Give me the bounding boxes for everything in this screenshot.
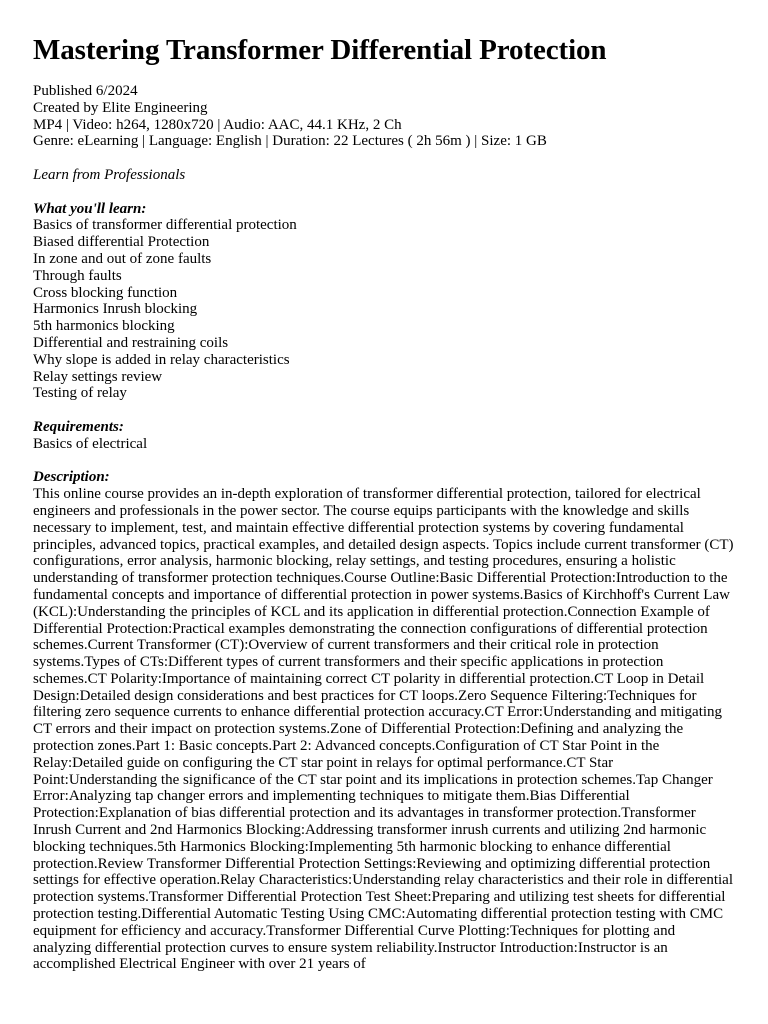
- description-text: This online course provides an in-depth exploration of transformer differential protection, tailored for electrical engineers and professionals in the power sector. The course equips participants with the knowledge and skills necessary to implement, test, and maintain effective differential protection systems by covering fundamental principles, advanced topics, practical examples, and detailed design aspects. Topics include current transformer (CT) configurations, error analysis, harmonic blocking, relay settings, and testing procedures, ensuring a holistic understanding of transformer protection techniques.Course Outline:Basic Differential Protection:Introduction to the fundamental concepts and importance of differential protection in power systems.Basics of Kirchhoff's Current Law (KCL):Understanding the principles of KCL and its application in differential protection.Connection Example of Differential Protection:Practical examples demonstrating the connection configurations of differential protection schemes.Current Transformer (CT):Overview of current transformers and their critical role in protection systems.Types of CTs:Different types of current transformers and their specific applications in protection schemes.CT Polarity:Importance of maintaining correct CT polarity in differential protection.CT Loop in Detail Design:Detailed design considerations and best practices for CT loops.Zero Sequence Filtering:Techniques for filtering zero sequence currents to enhance differential protection accuracy.CT Error:Understanding and mitigating CT errors and their impact on protection systems.Zone of Differential Protection:Defining and analyzing the protection zones.Part 1: Basic concepts.Part 2: Advanced concepts.Configuration of CT Star Point in the Relay:Detailed guide on configuring the CT star point in relays for optimal performance.CT Star Point:Understanding the significance of the CT star point and its implications in protection schemes.Tap Changer Error:Analyzing tap changer errors and implementing techniques to mitigate them.Bias Differential Protection:Explanation of bias differential protection and its advantages in transformer protection.Transformer Inrush Current and 2nd Harmonics Blocking:Addressing transformer inrush currents and utilizing 2nd harmonic blocking techniques.5th Harmonics Blocking:Implementing 5th harmonic blocking to enhance differential protection.Review Transformer Differential Protection Settings:Reviewing and optimizing differential protection settings for effective operation.Relay Characteristics:Understanding relay characteristics and their role in differential protection systems.Transformer Differential Protection Test Sheet:Preparing and utilizing test sheets for differential protection testing.Differential Automatic Testing Using CMC:Automating differential protection testing with CMC equipment for efficiency and accuracy.Transformer Differential Curve Plotting:Techniques for plotting and analyzing differential protection curves to ensure system reliability.Instructor Introduction:Instructor is an accomplished Electrical Engineer with over 21 years of: [33, 486, 734, 973]
- list-item: Differential and restraining coils: [33, 334, 229, 351]
- list-item: Cross blocking function: [33, 284, 178, 301]
- genre-info: Genre: eLearning | Language: English | Duration: 22 Lectures ( 2h 56m ) | Size: 1 GB: [33, 133, 547, 150]
- list-item: Harmonics Inrush blocking: [33, 301, 198, 318]
- video-format: MP4 | Video: h264, 1280x720 | Audio: AAC, 44.1 KHz, 2 Ch: [33, 116, 402, 133]
- spacer: [33, 150, 735, 167]
- list-item: Basics of electrical: [33, 435, 148, 452]
- document-title: Mastering Transformer Differential Protection: [33, 34, 607, 66]
- list-item: Why slope is added in relay characteristics: [33, 351, 290, 368]
- learn-heading: What you'll learn:: [33, 200, 147, 217]
- requirements-heading: Requirements:: [33, 418, 124, 435]
- list-item: Basics of transformer differential protection: [33, 217, 297, 234]
- meta-block: [33, 83, 735, 150]
- published-date: Published 6/2024: [33, 83, 138, 99]
- requirements-section: [33, 419, 735, 453]
- requirements-list: [33, 436, 735, 453]
- list-item: Testing of relay: [33, 385, 127, 402]
- list-item: Through faults: [33, 267, 122, 284]
- learn-list: [33, 217, 735, 402]
- description-heading: Description:: [33, 469, 110, 486]
- spacer: [33, 184, 735, 201]
- spacer: [33, 402, 735, 419]
- list-item: 5th harmonics blocking: [33, 318, 175, 335]
- tagline: Learn from Professionals: [33, 166, 186, 183]
- list-item: In zone and out of zone faults: [33, 250, 212, 267]
- learn-section: [33, 201, 735, 403]
- list-item: Relay settings review: [33, 368, 163, 385]
- creator: Created by Elite Engineering: [33, 99, 208, 116]
- list-item: Biased differential Protection: [33, 234, 210, 251]
- spacer: [33, 453, 735, 470]
- description-section: [33, 469, 735, 973]
